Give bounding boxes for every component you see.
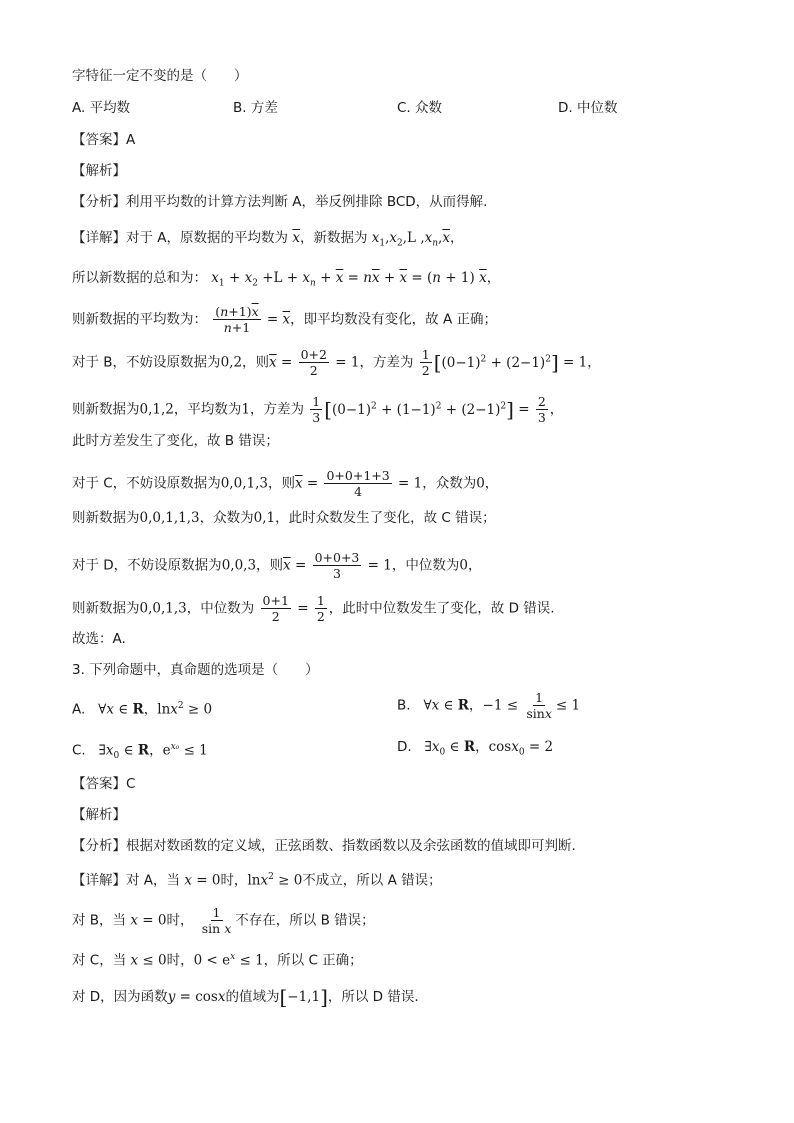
q3-detail-b: 对 B，当 x = 0时， $\frac{1}{\text{sin x}}$ 不存在，所以 B 错误； bbox=[72, 905, 375, 936]
q2-answer: 【答案】A bbox=[72, 132, 136, 148]
q3-analysis-heading: 【解析】 bbox=[72, 807, 126, 823]
q2-mean-line: 则新数据的平均数为： $\frac{(n+1)\overline{x}}{n+1}$ = $\overline{x}$，即平均数没有变化，故 A 正确； bbox=[72, 304, 497, 335]
q2-c-line2: 则新数据为0,0,1,1,3，众数为0,1，此时众数发生了变化，故 C 错误； bbox=[72, 510, 496, 526]
q2-b-line3: 此时方差发生了变化，故 B 错误； bbox=[72, 433, 279, 449]
q2-option-b: B. 方差 bbox=[233, 100, 278, 116]
q3-option-a: A. ∀x ∈ R，lnx$^2$ ≥ 0 bbox=[72, 701, 213, 718]
q3-option-b: B. ∀x ∈ R，−1 ≤ $\frac{1}{\sin x}$ ≤ 1 bbox=[397, 690, 581, 721]
q2-c-line1: 对于 C，不妨设原数据为0,0,1,3，则$\overline{x}$ = $\frac{0+0+1+3}{4}$ = 1，众数为0， bbox=[72, 468, 499, 499]
q2-b-line1: 对于 B，不妨设原数据为0,2，则$\overline{x}$ = $\frac{0+2}{2}$ = 1，方差为 $\frac{1}{2}$ $[(0-1)^2 + (2-1)^2] = 1$， bbox=[72, 347, 601, 378]
q2-sum-line: 所以新数据的总和为： $x_1 + x_2 +L + x_n + \overline{x} = n\overline{x} + \overline{x} = (n + 1)$ $\overline{x}$， bbox=[72, 270, 501, 289]
q3-option-d: D. $\exists x_0$ ∈ R，cosx$_0$ = 2 bbox=[397, 739, 554, 758]
q2-detail-a: 【详解】对于 A，原数据的平均数为 $\overline{x}$，新数据为 $x_1,x_2,L$ $,x_n,\overline{x}$， bbox=[72, 230, 464, 249]
q2-stem-tail: 字特征一定不变的是（ ） bbox=[72, 68, 248, 84]
q2-fenxi: 【分析】利用平均数的计算方法判断 A，举反例排除 BCD，从而得解. bbox=[72, 194, 488, 210]
q2-b-line2: 则新数据为0,1,2，平均数为1，方差为 $\frac{1}{3}$ $[(0-1)^2 + (1-1)^2 + (2-1)^2]$ = $\frac{2}{3}$ ， bbox=[72, 394, 564, 425]
q2-option-c: C. 众数 bbox=[397, 100, 443, 116]
q2-option-d: D. 中位数 bbox=[558, 100, 618, 116]
q3-detail-a: 【详解】对 A，当 x = 0时，lnx$^2$ ≥ 0不成立，所以 A 错误； bbox=[72, 872, 442, 889]
q3-option-c: C. $\exists x_0$ ∈ R，$e^{x_0} \le 1$ bbox=[72, 742, 208, 762]
q2-d-line1: 对于 D，不妨设原数据为0,0,3，则$\overline{x}$ = $\frac{0+0+3}{3}$ = 1，中位数为0， bbox=[72, 550, 482, 581]
q2-analysis-heading: 【解析】 bbox=[72, 163, 126, 179]
q3-detail-c: 对 C，当 x ≤ 0时，$0 < e^x \le 1$，所以 C 正确； bbox=[72, 952, 363, 969]
q2-d-line2: 则新数据为0,0,1,3，中位数为 $\frac{0+1}{2}$ = $\frac{1}{2}$ ，此时中位数发生了变化，故 D 错误. bbox=[72, 593, 555, 624]
q2-option-a: A. 平均数 bbox=[72, 100, 131, 116]
q3-detail-d: 对 D，因为函数y = cosx的值域为[−1,1]，所以 D 错误. bbox=[72, 985, 419, 1009]
q2-choose: 故选：A. bbox=[72, 631, 126, 647]
q3-stem: 3. 下列命题中，真命题的选项是（ ） bbox=[72, 662, 319, 678]
q3-answer: 【答案】C bbox=[72, 776, 136, 792]
q3-fenxi: 【分析】根据对数函数的定义域，正弦函数、指数函数以及余弦函数的值域即可判断. bbox=[72, 838, 576, 854]
